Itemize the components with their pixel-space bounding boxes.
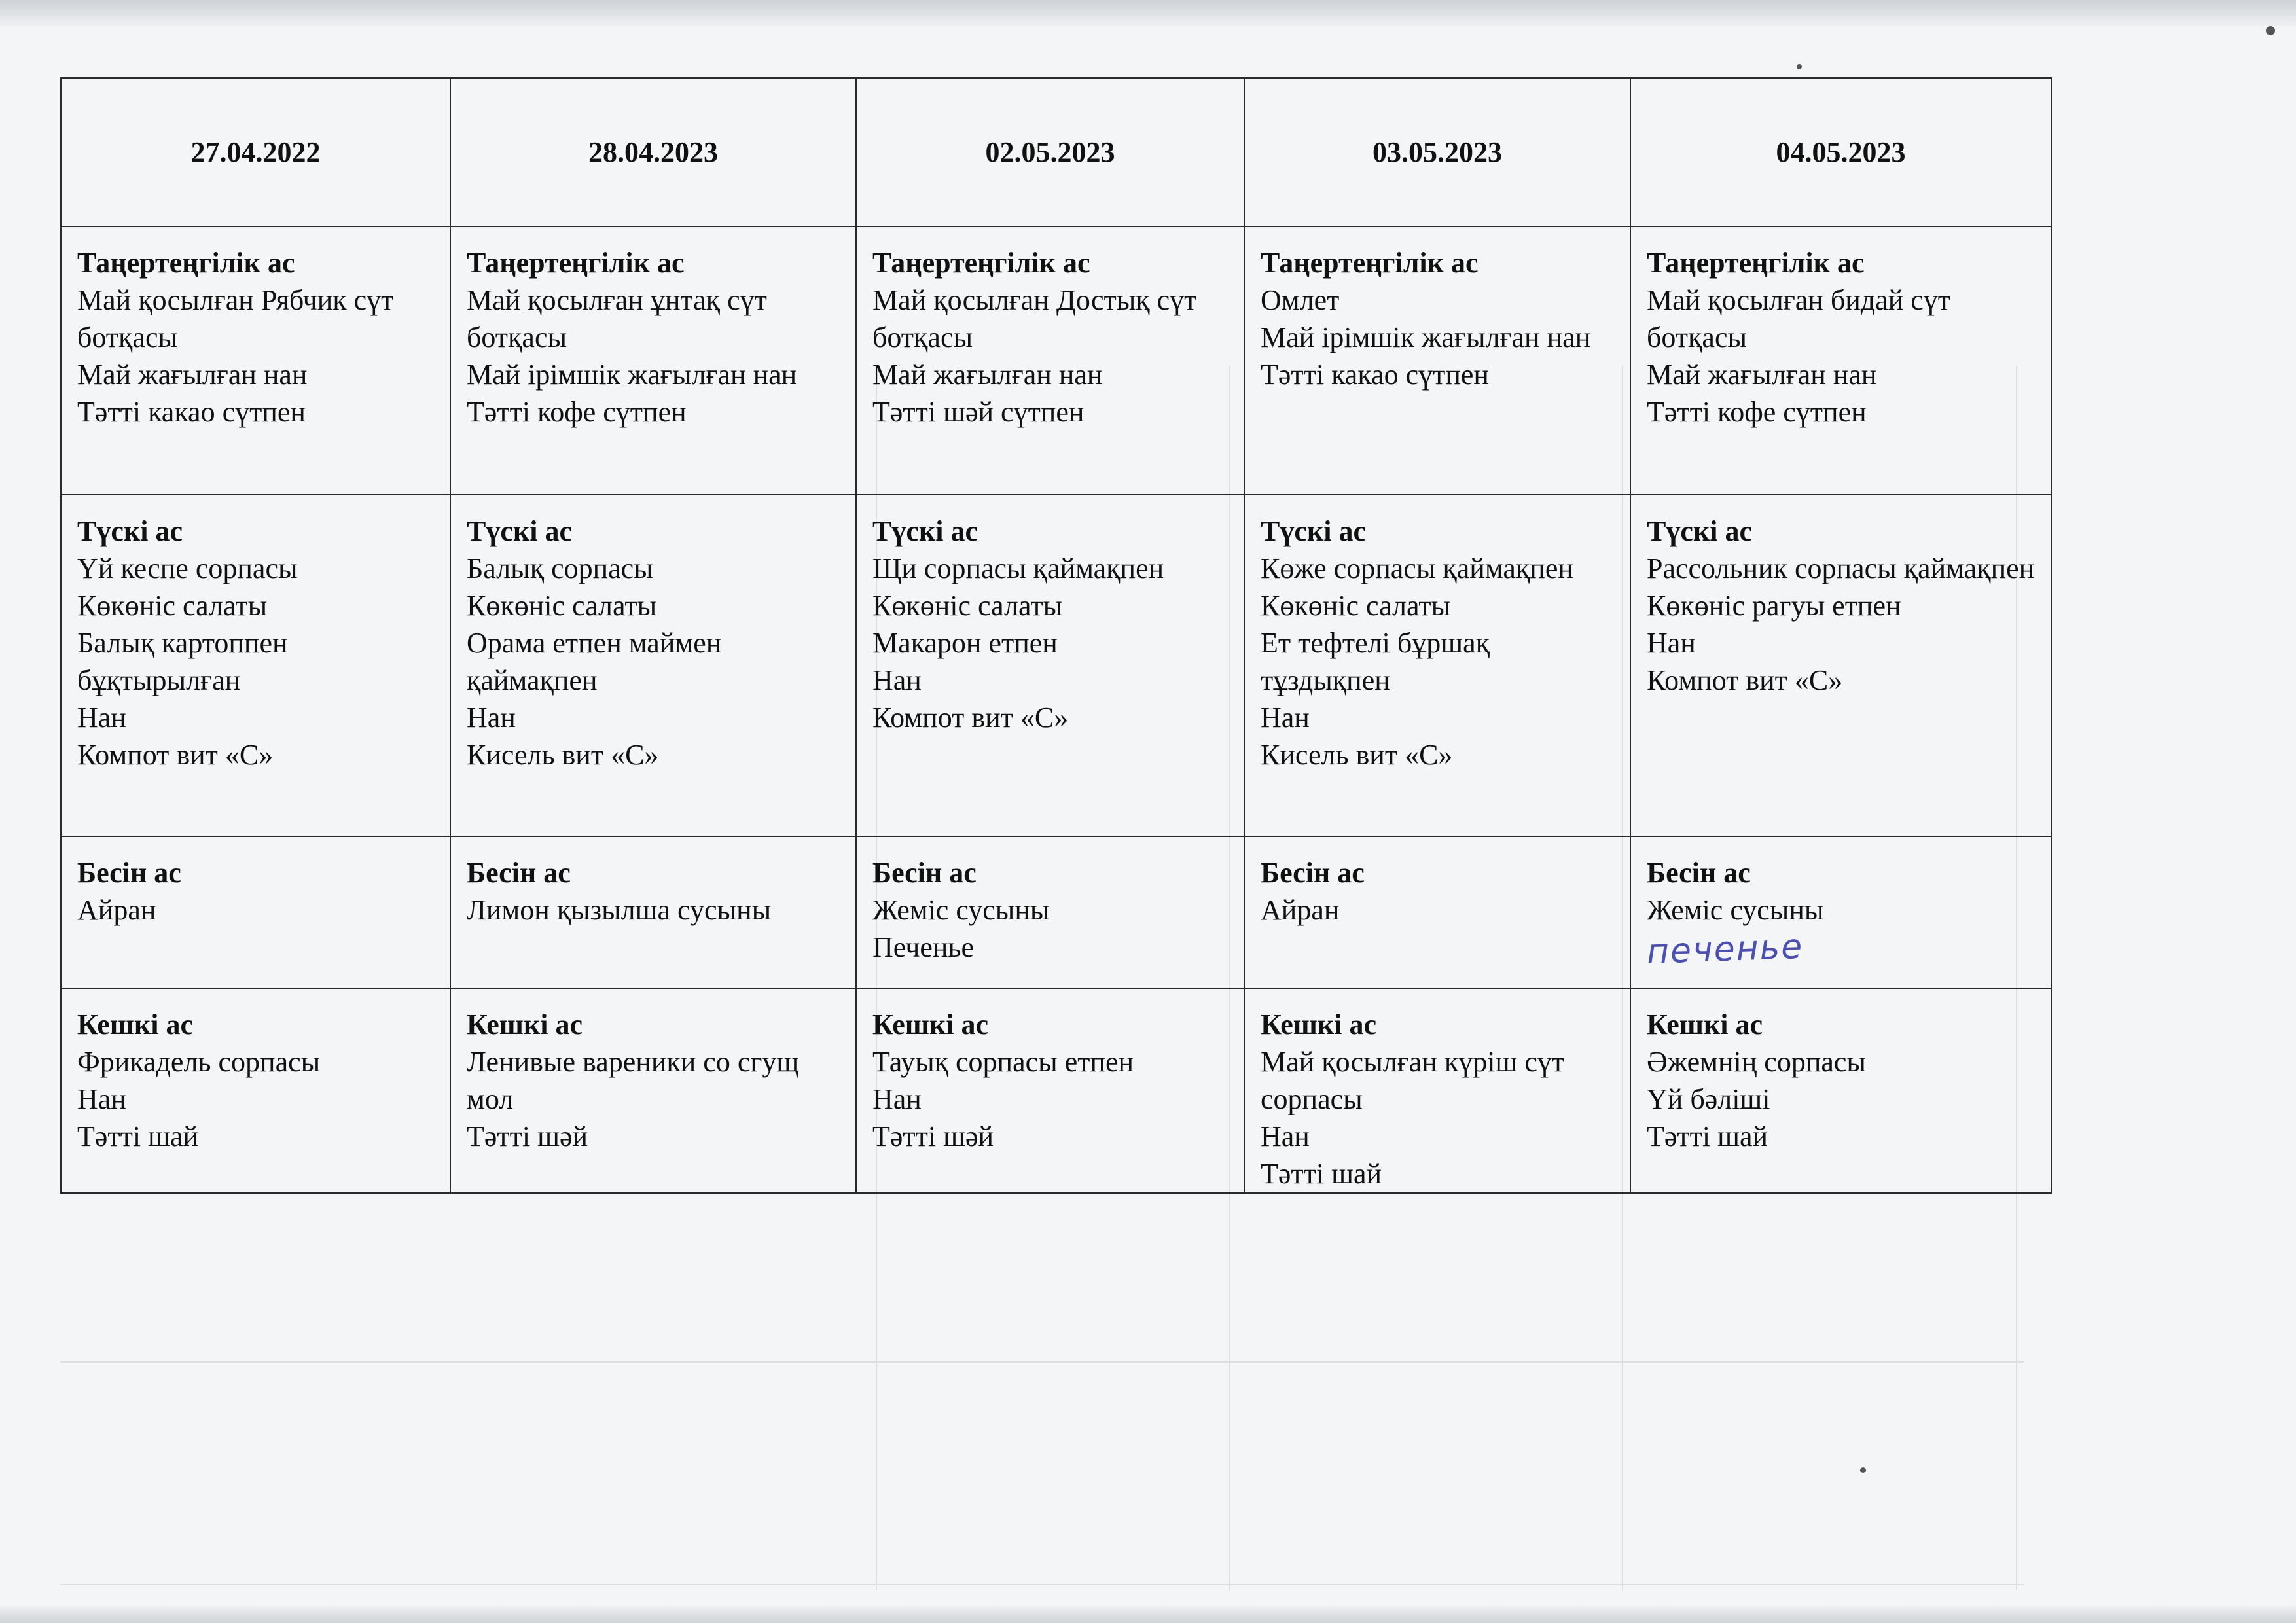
dish-item: Нан (1647, 627, 1696, 659)
dish-item: Айран (77, 894, 156, 926)
dish-item: Тәтті шай (1261, 1158, 1382, 1190)
dish-item: Май қосылған ұнтақ сүт ботқасы (467, 284, 767, 353)
dish-item: Щи сорпасы қаймақпен (872, 552, 1164, 584)
meal-title: Бесін ас (1261, 857, 1365, 889)
meal-title: Бесін ас (467, 857, 571, 889)
dish-item: Әжемнің сорпасы (1647, 1046, 1866, 1078)
dish-item: Тәтті кофе сүтпен (467, 396, 687, 428)
dish-item: Нан (467, 702, 516, 734)
dish-item: Тәтті какао сүтпен (1261, 359, 1489, 391)
meal-cell (1630, 495, 2051, 836)
dish-item: Тәтті какао сүтпен (77, 396, 306, 428)
lunch-row (61, 495, 2051, 836)
meal-cell (856, 988, 1244, 1193)
meal-cell (450, 836, 856, 988)
dish-item: Ет тефтелі бұршақ тұздықпен (1261, 627, 1490, 696)
meal-title: Бесін ас (77, 857, 181, 889)
dish-item: Көкөніс салаты (872, 590, 1063, 622)
dish-item: Үй бәліші (1647, 1083, 1770, 1115)
meal-title: Бесін ас (872, 857, 977, 889)
dish-item: Компот вит «С» (872, 702, 1069, 734)
meal-cell (1244, 226, 1630, 495)
meal-cell (61, 836, 450, 988)
scan-edge-bottom (0, 1606, 2296, 1623)
scan-edge-top (0, 0, 2296, 26)
scan-speck (1860, 1467, 1866, 1473)
dish-item: Тәтті шәй (467, 1120, 588, 1152)
dish-item: Май қосылған күріш сүт сорпасы (1261, 1046, 1565, 1115)
meal-title: Таңертеңгілік ас (77, 247, 295, 279)
meal-title: Түскі ас (467, 515, 572, 547)
dish-item: Жеміс сусыны (872, 894, 1050, 926)
menu-table (60, 77, 2052, 1194)
meal-title: Таңертеңгілік ас (467, 247, 685, 279)
meal-cell (1630, 226, 2051, 495)
dish-item: Көкөніс салаты (1261, 590, 1451, 622)
dish-item: Нан (1261, 1120, 1310, 1152)
meal-title: Кешкі ас (1261, 1008, 1377, 1041)
scan-speck (2266, 26, 2275, 35)
meal-title: Түскі ас (872, 515, 978, 547)
dish-item: Кисель вит «С» (1261, 739, 1453, 771)
dish-item: Орама етпен маймен қаймақпен (467, 627, 722, 696)
meal-title: Таңертеңгілік ас (1647, 247, 1865, 279)
dish-item: Кисель вит «С» (467, 739, 659, 771)
dish-item: Макарон етпен (872, 627, 1058, 659)
meal-title: Таңертеңгілік ас (1261, 247, 1479, 279)
date-cell: 27.04.2022 (61, 78, 450, 226)
dish-item: Рассольник сорпасы қаймақпен (1647, 552, 2035, 584)
dish-item: Май ірімшік жағылған нан (467, 359, 797, 391)
dish-item: Тәтті шай (77, 1120, 199, 1152)
meal-cell (61, 226, 450, 495)
meal-cell (450, 988, 856, 1193)
date-cell: 28.04.2023 (450, 78, 856, 226)
meal-cell (450, 226, 856, 495)
dish-item: Көкөніс салаты (77, 590, 268, 622)
date-cell: 02.05.2023 (856, 78, 1244, 226)
dish-item: Май ірімшік жағылған нан (1261, 321, 1591, 353)
handwritten-note: печенье (1645, 927, 1804, 972)
dish-item: Тәтті кофе сүтпен (1647, 396, 1867, 428)
meal-cell (61, 988, 450, 1193)
meal-cell (1244, 836, 1630, 988)
dish-item: Компот вит «С» (1647, 664, 1843, 696)
dish-item: Май қосылған бидай сүт ботқасы (1647, 284, 1950, 353)
dish-item: Жеміс сусыны (1647, 894, 1824, 926)
dish-item: Ленивые вареники со сгущ мол (467, 1046, 799, 1115)
dish-item: Май қосылған Достық сүт ботқасы (872, 284, 1197, 353)
dish-item: Омлет (1261, 284, 1340, 316)
dish-item: Нан (872, 1083, 922, 1115)
dish-item: Тауық сорпасы етпен (872, 1046, 1134, 1078)
meal-cell (1630, 836, 2051, 988)
meal-title: Түскі ас (1647, 515, 1752, 547)
date-cell: 03.05.2023 (1244, 78, 1630, 226)
dish-item: Нан (77, 702, 126, 734)
dish-item: Нан (77, 1083, 126, 1115)
breakfast-row (61, 226, 2051, 495)
dish-item: Лимон қызылша сусыны (467, 894, 772, 926)
dish-item: Печенье (872, 931, 975, 963)
meal-cell (856, 226, 1244, 495)
dish-item: Айран (1261, 894, 1340, 926)
meal-title: Кешкі ас (872, 1008, 989, 1041)
meal-title: Бесін ас (1647, 857, 1751, 889)
meal-cell (856, 836, 1244, 988)
dish-item: Компот вит «С» (77, 739, 274, 771)
dish-item: Көже сорпасы қаймақпен (1261, 552, 1573, 584)
meal-title: Түскі ас (77, 515, 183, 547)
dish-item: Көкөніс салаты (467, 590, 657, 622)
meal-cell (450, 495, 856, 836)
meal-cell (856, 495, 1244, 836)
dish-item: Нан (872, 664, 922, 696)
dish-item: Нан (1261, 702, 1310, 734)
dish-item: Тәтті шәй (872, 1120, 994, 1152)
meal-cell (1630, 988, 2051, 1193)
meal-title: Таңертеңгілік ас (872, 247, 1090, 279)
meal-title: Кешкі ас (1647, 1008, 1763, 1041)
snack-row (61, 836, 2051, 988)
date-cell: 04.05.2023 (1630, 78, 2051, 226)
bleed-through-line (60, 1361, 2024, 1363)
dinner-row (61, 988, 2051, 1193)
dish-item: Үй кеспе сорпасы (77, 552, 298, 584)
date-header-row (61, 78, 2051, 226)
meal-title: Кешкі ас (467, 1008, 583, 1041)
dish-item: Май жағылған нан (1647, 359, 1877, 391)
dish-item: Балық картоппен бұқтырылған (77, 627, 288, 696)
meal-title: Түскі ас (1261, 515, 1366, 547)
meal-cell (61, 495, 450, 836)
meal-title: Кешкі ас (77, 1008, 194, 1041)
dish-item: Тәтті шәй сүтпен (872, 396, 1085, 428)
dish-item: Балық сорпасы (467, 552, 653, 584)
dish-item: Май жағылған нан (872, 359, 1103, 391)
dish-item: Фрикадель сорпасы (77, 1046, 321, 1078)
bleed-through-line (60, 1584, 2024, 1585)
dish-item: Май жағылған нан (77, 359, 308, 391)
dish-item: Май қосылған Рябчик сүт ботқасы (77, 284, 394, 353)
dish-item: Тәтті шай (1647, 1120, 1768, 1152)
scan-speck (1797, 64, 1802, 69)
meal-cell (1244, 988, 1630, 1193)
dish-item: Көкөніс рагуы етпен (1647, 590, 1901, 622)
meal-cell (1244, 495, 1630, 836)
